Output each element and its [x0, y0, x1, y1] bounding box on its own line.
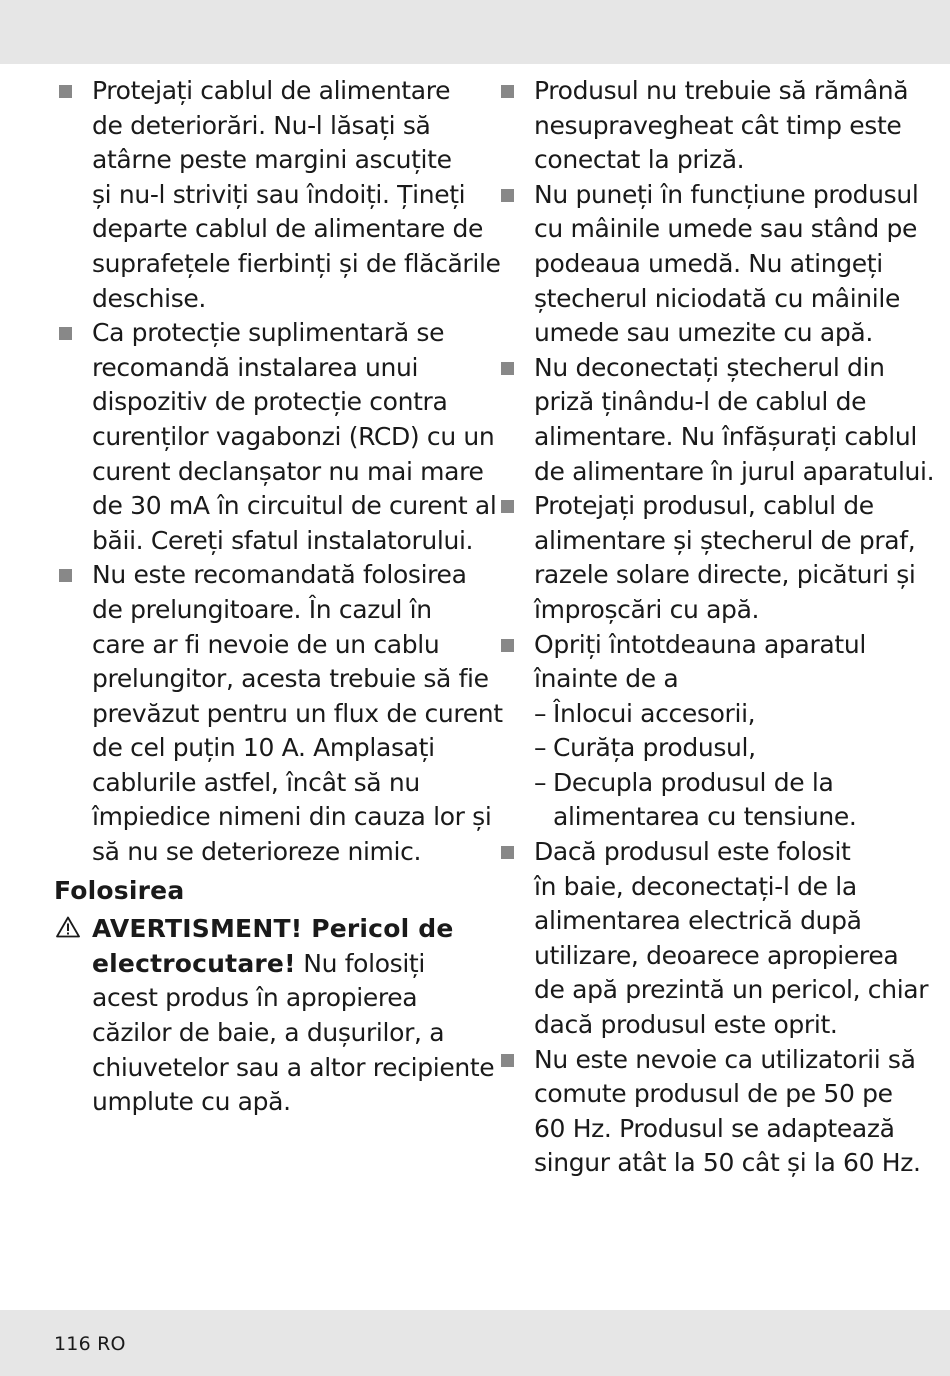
bullet-item [496, 1043, 936, 1181]
text-line: Curăța produsul, [553, 733, 756, 763]
text-line: Nu deconectați ștecherul din [534, 352, 885, 382]
text-line: umplute cu apă. [92, 1087, 291, 1117]
text-line: și nu-l striviți sau îndoiți. Țineți [92, 179, 466, 209]
text-line: acest produs în apropierea [92, 983, 418, 1013]
text-line: prevăzut pentru un flux de curent [92, 698, 503, 728]
text-line: Nu este recomandată folosirea [92, 560, 467, 590]
text-line: recomandă instalarea unui [92, 352, 419, 382]
text-line: razele solare directe, picături și [534, 560, 916, 590]
square-bullet-icon [59, 85, 72, 98]
footer-band [0, 1310, 950, 1376]
page-number: 116 RO [54, 1333, 126, 1355]
text-line: ștecherul niciodată cu mâinile [534, 283, 901, 313]
text-line: să nu se deterioreze nimic. [92, 837, 422, 867]
text-line: prelungitor, acesta trebuie să fie [92, 664, 489, 694]
square-bullet-icon [501, 639, 514, 652]
warning-block [54, 912, 494, 1120]
square-bullet-icon [501, 846, 514, 859]
dash-list [496, 697, 936, 835]
warning-text-inline: Nu folosiți [295, 948, 425, 978]
text-line: dacă produsul este oprit. [534, 1010, 838, 1040]
text-line: de prelungitoare. În cazul în [92, 594, 432, 624]
square-bullet-icon [501, 500, 514, 513]
text-line: cu mâinile umede sau stând pe [534, 214, 918, 244]
text-line: suprafețele fierbinți și de flăcările [92, 248, 501, 278]
bullet-text [534, 178, 936, 351]
text-line: departe cablul de alimentare de [92, 214, 484, 244]
bullet-text [92, 558, 503, 869]
warning-title: AVERTISMENT! Pericol de [92, 914, 454, 944]
dash-marker: – [534, 767, 547, 797]
text-line: comute produsul de pe 50 pe [534, 1079, 893, 1109]
text-line: Protejați produsul, cablul de [534, 491, 874, 521]
warning-triangle-icon [56, 916, 80, 938]
text-line: împiedice nimeni din cauza lor și [92, 802, 492, 832]
dash-list-item [496, 731, 936, 766]
text-line: Nu este nevoie ca utilizatorii să [534, 1044, 916, 1074]
bullet-item [496, 489, 936, 627]
bullet-text [92, 316, 497, 558]
text-line: alimentarea cu tensiune. [553, 802, 857, 832]
text-line: Dacă produsul este folosit [534, 837, 851, 867]
dash-list-item [496, 766, 936, 835]
text-line: Produsul nu trebuie să rămână [534, 76, 909, 105]
text-line: alimentare. Nu înfășurați cablul [534, 421, 917, 451]
bullet-item [496, 835, 936, 1043]
dash-marker: – [534, 698, 547, 728]
text-line: utilizare, deoarece apropierea [534, 940, 899, 970]
square-bullet-icon [59, 327, 72, 340]
text-line: curent declanșator nu mai mare [92, 456, 484, 486]
warning-title-cont: electrocutare! [92, 948, 296, 978]
text-line: alimentarea electrică după [534, 906, 862, 936]
text-line: priză ținându-l de cablul de [534, 387, 867, 417]
text-line: nesupravegheat cât timp este [534, 110, 902, 140]
text-line: împroșcări cu apă. [534, 594, 760, 624]
bullet-item [496, 178, 936, 351]
text-line: înainte de a [534, 664, 679, 694]
bullet-item [496, 628, 936, 697]
bullet-item [496, 74, 936, 178]
square-bullet-icon [59, 569, 72, 582]
text-line: Ca protecție suplimentară se [92, 318, 445, 348]
text-line: Nu puneți în funcțiune produsul [534, 179, 919, 209]
text-line: umede sau umezite cu apă. [534, 318, 873, 348]
text-line: deschise. [92, 283, 207, 313]
square-bullet-icon [501, 1054, 514, 1067]
text-line: Înlocui accesorii, [553, 698, 756, 728]
text-line: singur atât la 50 cât și la 60 Hz. [534, 1148, 921, 1178]
text-line: cablurile astfel, încât să nu [92, 767, 420, 797]
dash-marker: – [534, 733, 547, 763]
text-line: de 30 mA în circuitul de curent al [92, 491, 497, 521]
bullet-item [54, 558, 503, 869]
bullet-item [54, 316, 497, 558]
text-line: Decupla produsul de la [553, 767, 834, 797]
dash-list-item [496, 697, 936, 732]
text-line: 60 Hz. Produsul se adaptează [534, 1113, 895, 1143]
header-band [0, 0, 950, 64]
text-line [92, 947, 494, 982]
bullet-text [534, 628, 936, 697]
text-line: de alimentare în jurul aparatului. [534, 456, 935, 486]
text-line: dispozitiv de protecție contra [92, 387, 448, 417]
text-line: podeaua umedă. Nu atingeți [534, 248, 883, 278]
text-line: Protejați cablul de alimentare [92, 76, 451, 105]
square-bullet-icon [501, 189, 514, 202]
text-line: alimentare și ștecherul de praf, [534, 525, 916, 555]
bullet-text [534, 1043, 936, 1181]
left-column [54, 74, 503, 1120]
text-line: de deteriorări. Nu-l lăsați să [92, 110, 431, 140]
text-line: care ar fi nevoie de un cablu [92, 629, 440, 659]
bullet-text [534, 351, 936, 489]
text-line: în baie, deconectați-l de la [534, 871, 857, 901]
text-line: conectat la priză. [534, 145, 745, 175]
text-line: atârne peste margini ascuțite [92, 145, 452, 175]
text-line: de apă prezintă un pericol, chiar [534, 975, 929, 1005]
warning-text [92, 912, 494, 1120]
bullet-text [534, 74, 936, 178]
bullet-text [534, 489, 936, 627]
bullet-text [534, 835, 936, 1043]
text-line: Opriți întotdeauna aparatul [534, 629, 866, 659]
bullet-item [54, 74, 501, 316]
text-line: chiuvetelor sau a altor recipiente [92, 1052, 495, 1082]
square-bullet-icon [501, 362, 514, 375]
text-line: de cel puțin 10 A. Amplasați [92, 733, 435, 763]
square-bullet-icon [501, 85, 514, 98]
text-line: curenților vagabonzi (RCD) cu un [92, 421, 495, 451]
right-column [496, 74, 936, 1181]
text-line: băii. Cereți sfatul instalatorului. [92, 525, 474, 555]
bullet-item [496, 351, 936, 489]
text-line: căzilor de baie, a dușurilor, a [92, 1018, 445, 1048]
bullet-text [92, 74, 501, 316]
section-heading: Folosirea [54, 875, 185, 905]
